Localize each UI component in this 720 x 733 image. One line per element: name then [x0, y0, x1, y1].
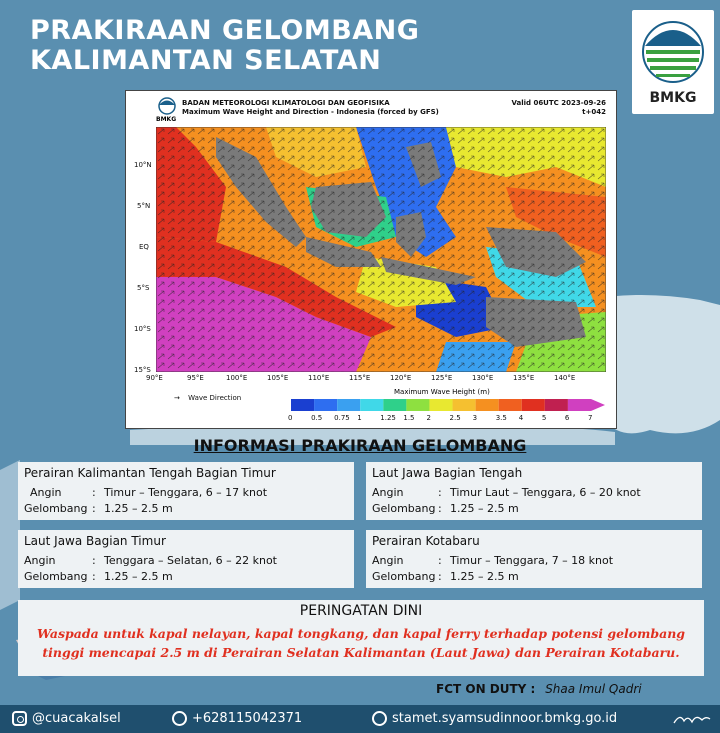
instagram-handle: @cuacakalsel — [32, 711, 121, 726]
colorbar — [291, 399, 611, 411]
page-title — [30, 16, 419, 76]
footer-phone[interactable] — [172, 711, 302, 726]
colorbar-extend-arrow — [591, 399, 605, 411]
lat-label-eq: EQ — [139, 243, 149, 251]
website-url: stamet.syamsudinnoor.bmkg.go.id — [392, 711, 618, 726]
kv-separator: : — [92, 554, 96, 567]
lat-label-10n: 10°N — [134, 161, 152, 169]
lon-label-130e: 130°E — [472, 374, 494, 382]
globe-icon — [372, 711, 387, 726]
colorbar-segment — [406, 399, 429, 411]
lon-label-100e: 100°E — [226, 374, 248, 382]
wave-direction-label: Wave Direction — [188, 394, 242, 402]
colorbar-segment — [476, 399, 499, 411]
kv-separator: : — [92, 570, 96, 583]
gelombang-value: 1.25 – 2.5 m — [450, 570, 519, 583]
angin-label: Angin — [24, 554, 56, 567]
map-subtitle: Maximum Wave Height and Direction - Indonesia (forced by GFS) — [182, 108, 439, 116]
angin-value: Timur – Tenggara, 7 – 18 knot — [450, 554, 614, 567]
kv-separator: : — [438, 554, 442, 567]
angin-value: Tenggara – Selatan, 6 – 22 knot — [104, 554, 277, 567]
early-warning-panel — [18, 600, 704, 676]
colorbar-tick-label: 2 — [426, 414, 431, 422]
map-validity — [511, 99, 606, 117]
gelombang-value: 1.25 – 2.5 m — [104, 570, 173, 583]
region-name: Laut Jawa Bagian Timur — [24, 534, 166, 548]
lon-label-90e: 90°E — [146, 374, 163, 382]
gelombang-label: Gelombang — [372, 570, 436, 583]
map-logo-text: BMKG — [156, 116, 177, 123]
colorbar-tick-label: 7 — [588, 414, 593, 422]
kv-separator: : — [92, 486, 96, 499]
colorbar-segment — [360, 399, 383, 411]
lon-label-135e: 135°E — [513, 374, 535, 382]
gelombang-value: 1.25 – 2.5 m — [450, 502, 519, 515]
region-name: Perairan Kotabaru — [372, 534, 480, 548]
colorbar-tick-label: 0.75 — [334, 414, 350, 422]
gelombang-label: Gelombang — [372, 502, 436, 515]
colorbar-segment — [291, 399, 314, 411]
colorbar-segment — [453, 399, 476, 411]
region-name: Laut Jawa Bagian Tengah — [372, 466, 523, 480]
colorbar-segment — [429, 399, 452, 411]
info-section-title: INFORMASI PRAKIRAAN GELOMBANG — [193, 436, 527, 455]
map-header — [182, 99, 439, 117]
lat-label-15s: 15°S — [134, 366, 151, 374]
colorbar-tick-label: 0 — [288, 414, 293, 422]
map-agency: BADAN METEOROLOGI KLIMATOLOGI DAN GEOFISIKA — [182, 99, 390, 107]
kv-separator: : — [438, 570, 442, 583]
wave-height-plot — [156, 127, 606, 372]
bmkg-logo — [632, 10, 714, 114]
whatsapp-icon — [172, 711, 187, 726]
kv-separator: : — [438, 502, 442, 515]
map-valid-time: Valid 06UTC 2023-09-26 — [511, 99, 606, 107]
angin-value: Timur Laut – Tenggara, 6 – 20 knot — [450, 486, 641, 499]
lon-label-125e: 125°E — [431, 374, 453, 382]
lat-label-10s: 10°S — [134, 325, 151, 333]
instagram-icon — [12, 711, 27, 726]
footer-bar — [0, 705, 720, 733]
wave-direction-arrow-icon: → — [174, 394, 180, 402]
colorbar-tick-label: 0.5 — [311, 414, 323, 422]
lon-label-95e: 95°E — [187, 374, 204, 382]
lon-label-140e: 140°E — [554, 374, 576, 382]
lon-label-115e: 115°E — [349, 374, 371, 382]
signature-icon — [672, 711, 712, 727]
colorbar-tick-label: 2.5 — [449, 414, 461, 422]
gelombang-label: Gelombang — [24, 570, 88, 583]
colorbar-segment — [314, 399, 337, 411]
fct-on-duty — [436, 682, 642, 696]
colorbar-segment — [337, 399, 360, 411]
colorbar-tick-label: 1.25 — [380, 414, 396, 422]
title-line-1: PRAKIRAAN GELOMBANG — [30, 15, 420, 46]
footer-instagram[interactable] — [12, 711, 121, 726]
warning-title: PERINGATAN DINI — [299, 603, 423, 619]
warning-text — [28, 624, 694, 662]
colorbar-tick-label: 1.5 — [403, 414, 415, 422]
fct-label: FCT ON DUTY : — [436, 682, 536, 696]
colorbar-tick-label: 3.5 — [495, 414, 507, 422]
region-name: Perairan Kalimantan Tengah Bagian Timur — [24, 466, 276, 480]
kv-separator: : — [438, 486, 442, 499]
lon-label-110e: 110°E — [308, 374, 330, 382]
colorbar-tick-label: 3 — [472, 414, 478, 422]
gelombang-label: Gelombang — [24, 502, 88, 515]
footer-website[interactable] — [372, 711, 617, 726]
lat-label-5n: 5°N — [137, 202, 151, 210]
colorbar-tick-label: 6 — [564, 414, 570, 422]
phone-number: +628115042371 — [192, 711, 303, 726]
wave-map-panel — [125, 90, 617, 429]
colorbar-segment — [499, 399, 522, 411]
lat-label-5s: 5°S — [137, 284, 150, 292]
region-card — [366, 530, 702, 588]
colorbar-segment — [522, 399, 545, 411]
bmkg-logo-text: BMKG — [649, 90, 697, 106]
map-lead-time: t+042 — [582, 108, 606, 116]
colorbar-title: Maximum Wave Height (m) — [394, 388, 490, 396]
wave-direction-legend — [174, 394, 241, 402]
colorbar-segment — [545, 399, 568, 411]
angin-value: Timur – Tenggara, 6 – 17 knot — [104, 486, 268, 499]
angin-label: Angin — [30, 486, 62, 499]
warning-line-2: tinggi mencapai 2.5 m di Perairan Selatan Kalimantan (Laut Jawa) dan Perairan Kotabaru. — [42, 645, 680, 660]
region-card — [18, 462, 354, 520]
colorbar-tick-label: 1 — [357, 414, 362, 422]
colorbar-segment — [568, 399, 591, 411]
lon-label-105e: 105°E — [267, 374, 289, 382]
angin-label: Angin — [372, 486, 404, 499]
colorbar-tick-label: 4 — [518, 414, 524, 422]
title-line-2: KALIMANTAN SELATAN — [30, 45, 382, 76]
kv-separator: : — [92, 502, 96, 515]
region-card — [366, 462, 702, 520]
colorbar-segment — [383, 399, 406, 411]
bmkg-logo-icon — [632, 10, 714, 90]
fct-name: Shaa Imul Qadri — [545, 682, 642, 696]
colorbar-tick-label: 5 — [541, 414, 547, 422]
warning-line-1: Waspada untuk kapal nelayan, kapal tongkang, dan kapal ferry terhadap potensi gelombang — [36, 626, 686, 641]
lon-label-120e: 120°E — [390, 374, 412, 382]
angin-label: Angin — [372, 554, 404, 567]
gelombang-value: 1.25 – 2.5 m — [104, 502, 173, 515]
